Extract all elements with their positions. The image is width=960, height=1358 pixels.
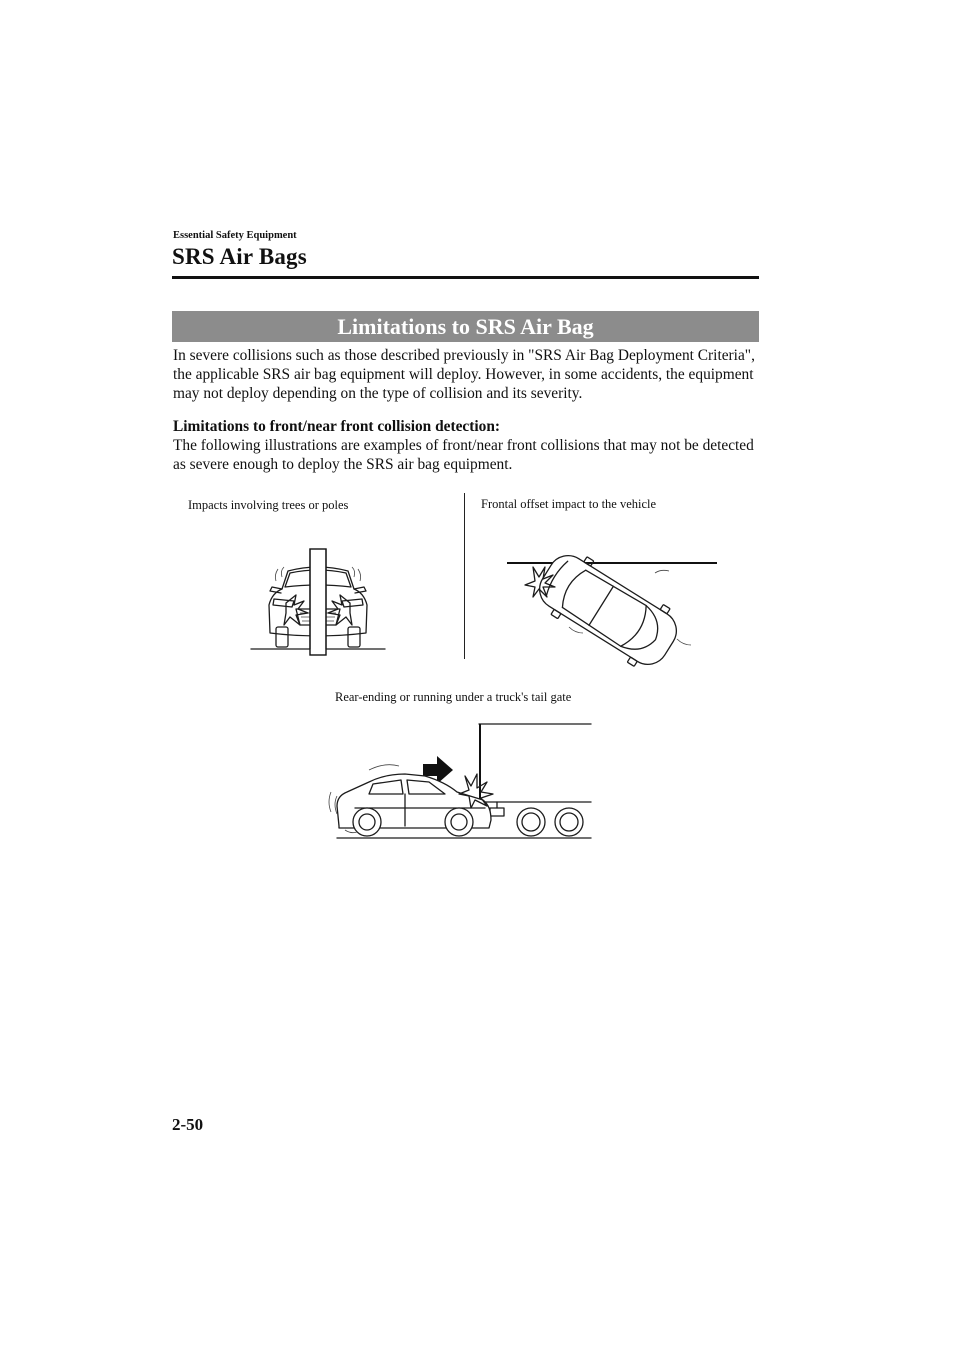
subheading: Limitations to front/near front collision detection: [173,418,501,435]
frontal-offset-illustration [505,555,720,660]
detail-paragraph: The following illustrations are examples of front/near front collisions that may not be detected as severe enough to deploy the SRS air bag equipment. [173,437,754,473]
intro-paragraph: In severe collisions such as those described previously in "SRS Air Bag Deployment Criteria", the applicable SRS air bag equipment will deploy. However, in some accidents, the equipment may not deploy depending on the type of collision and its severity. [173,347,755,402]
truck-tailgate-caption: Rear-ending or running under a truck's tail gate [335,690,572,704]
section-label: Essential Safety Equipment [173,230,297,241]
trees-poles-caption: Impacts involving trees or poles [188,498,349,512]
illustration-divider [464,493,465,659]
pole-impact-illustration [248,545,388,655]
section-banner: Limitations to SRS Air Bag [172,311,759,342]
truck-underride-illustration [325,722,595,842]
chapter-title: SRS Air Bags [172,244,307,269]
header-rule [172,276,759,279]
frontal-offset-caption: Frontal offset impact to the vehicle [481,497,657,511]
page-number: 2-50 [172,1115,204,1134]
